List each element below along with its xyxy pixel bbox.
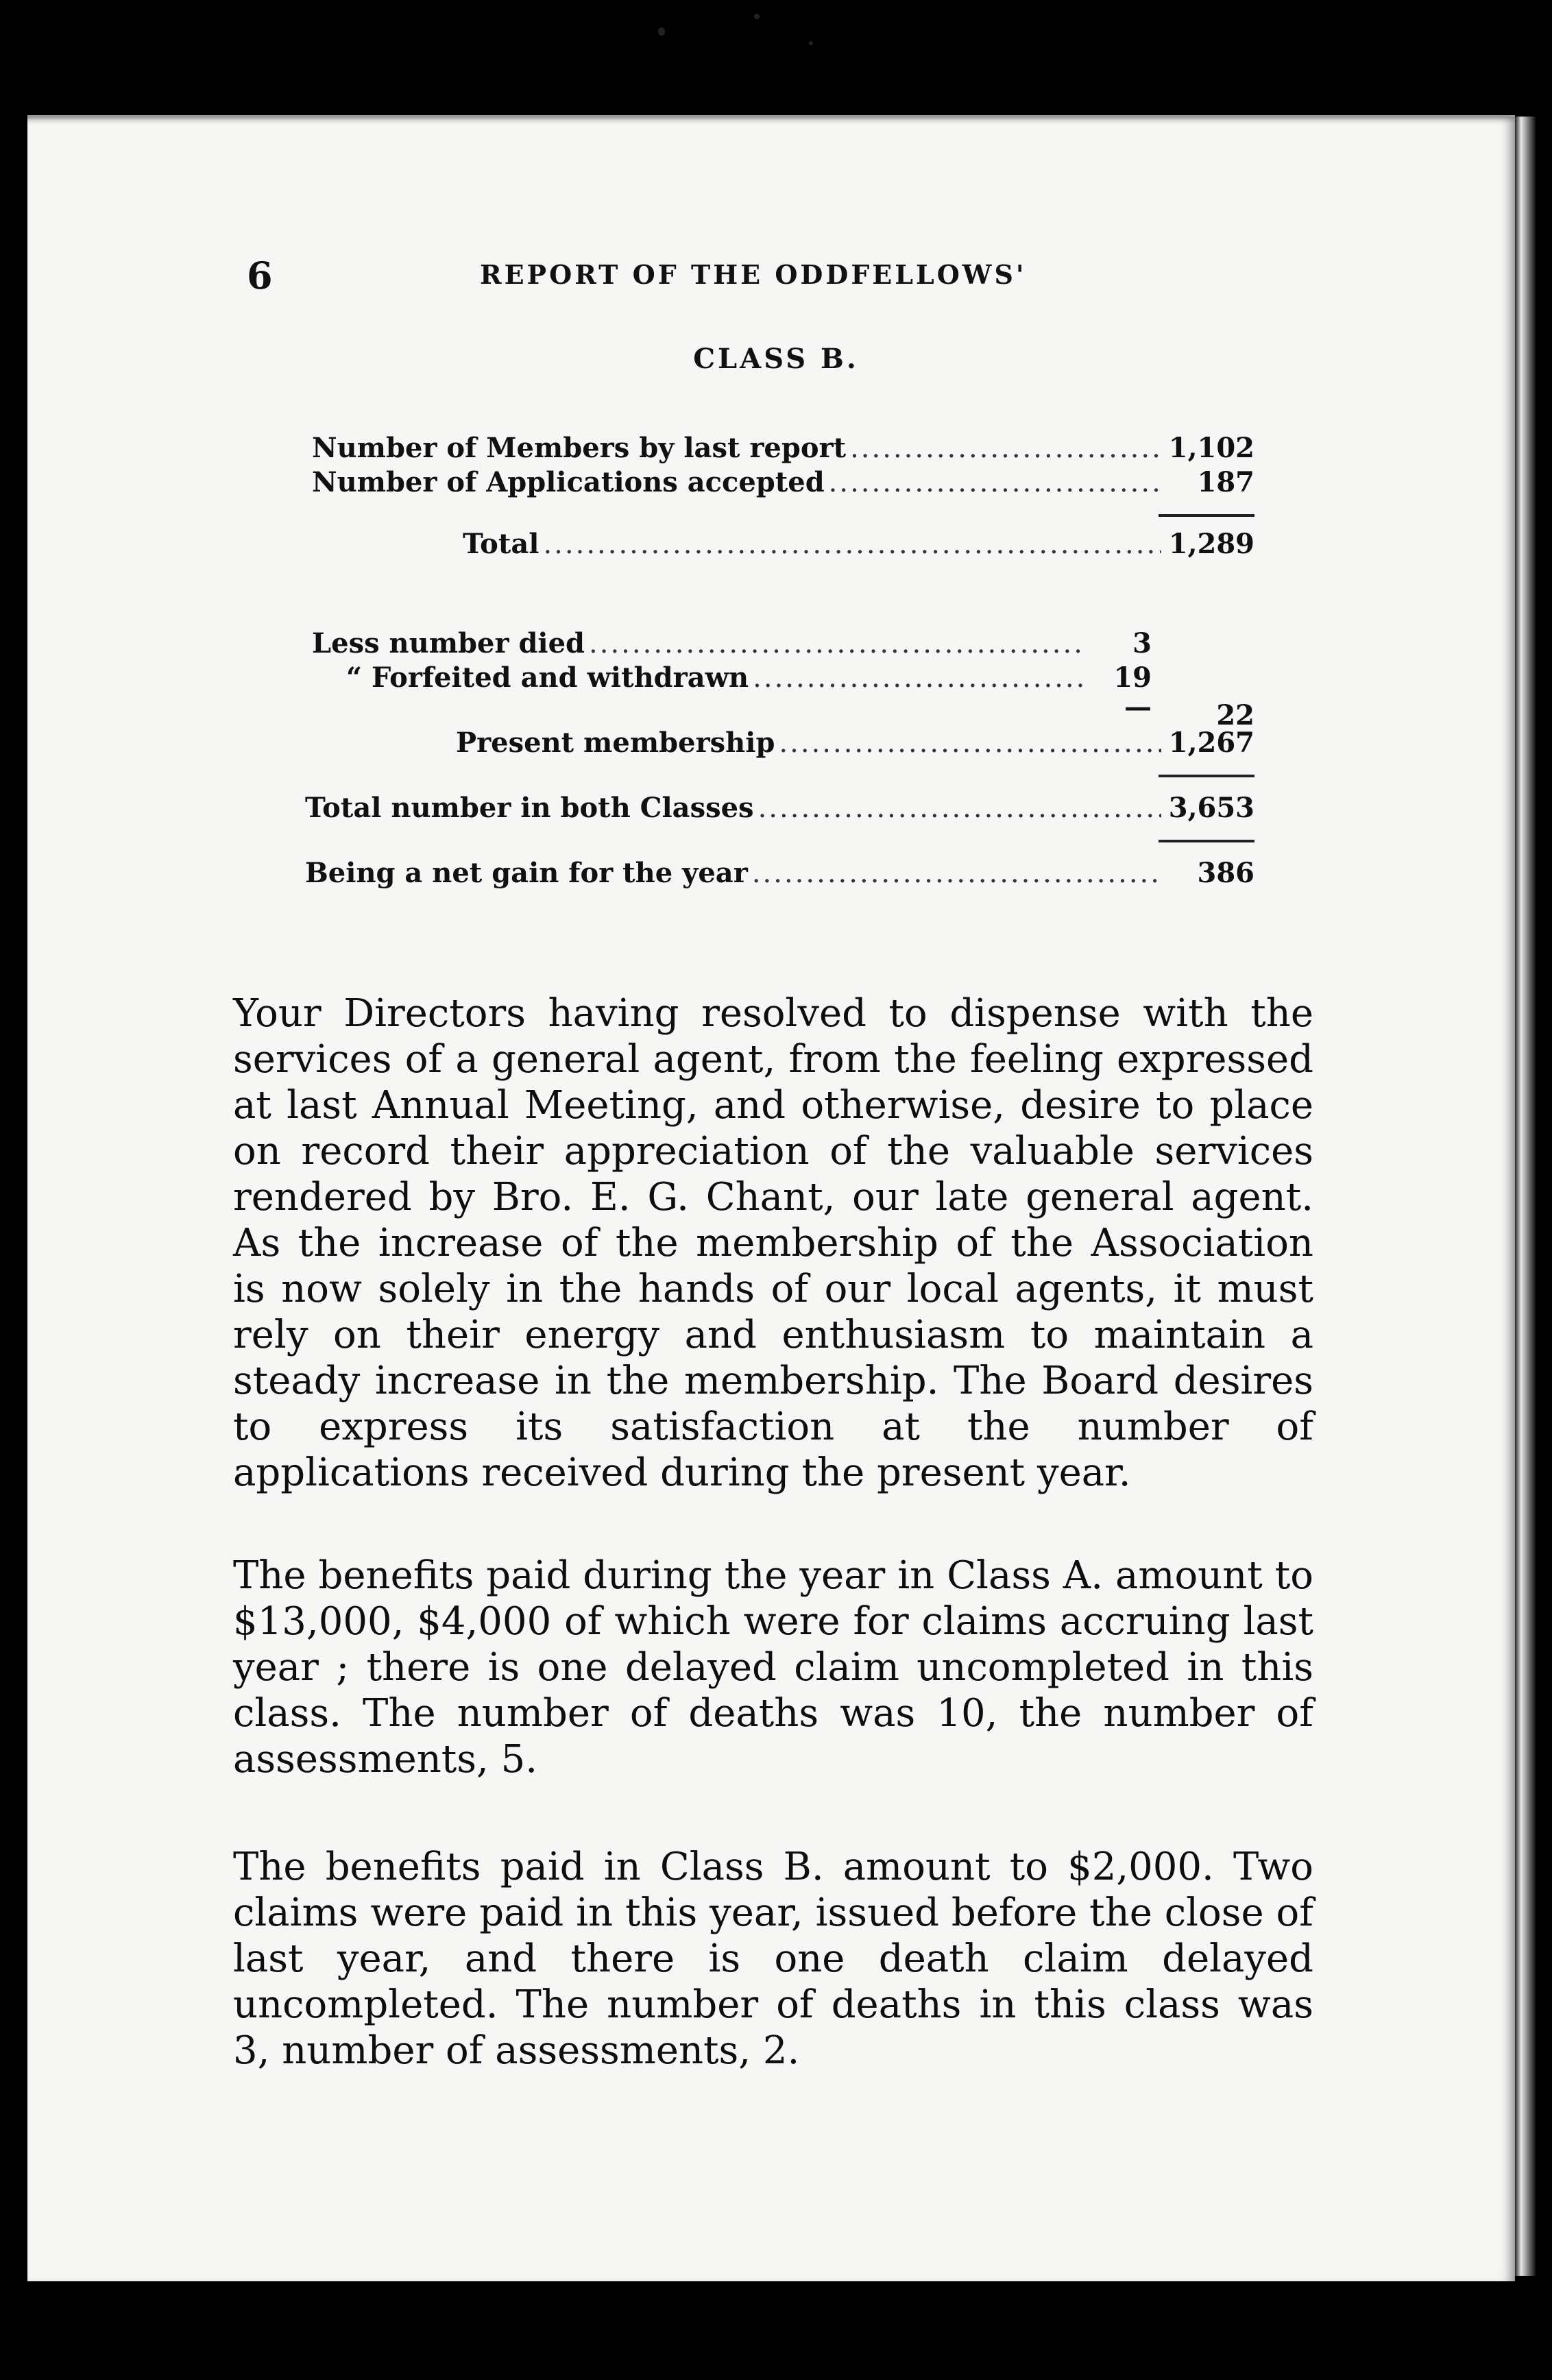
row-label: Number of Applications accepted bbox=[312, 466, 825, 498]
leader-dots bbox=[543, 529, 1161, 560]
scan-speck bbox=[658, 27, 665, 36]
row-label: Being a net gain for the year bbox=[305, 857, 748, 889]
sum-rule bbox=[1159, 840, 1254, 842]
page-edge bbox=[1515, 117, 1536, 2276]
subtotal-dash: — bbox=[1124, 691, 1152, 723]
row-value: 1,102 bbox=[1168, 432, 1254, 464]
row-label: Number of Members by last report bbox=[312, 432, 847, 464]
row-value: 1,289 bbox=[1168, 528, 1254, 560]
class-title: CLASS B. bbox=[693, 343, 859, 375]
scan-speck bbox=[809, 41, 813, 45]
row-value: 3 bbox=[1132, 627, 1152, 659]
leader-dots bbox=[753, 662, 1086, 694]
table-row bbox=[346, 661, 1090, 694]
leader-dots bbox=[779, 727, 1161, 759]
row-value: 386 bbox=[1197, 857, 1254, 889]
row-value: 19 bbox=[1113, 661, 1152, 694]
scan-background bbox=[27, 2281, 1536, 2380]
row-label: Present membership bbox=[456, 727, 775, 759]
row-label: Total bbox=[463, 528, 539, 560]
row-value: 22 bbox=[1216, 699, 1254, 731]
paragraph-class-a-benefits: The benefits paid during the year in Class A. amount to $13,000, $4,000 of which were for claims accruing last year ; there is one delayed claim uncompleted in this class. The number of deaths was 10, the number of assessments, 5. bbox=[233, 1553, 1313, 1782]
table-row bbox=[312, 627, 1090, 659]
paragraph-directors: Your Directors having resolved to dispense with the services of a general agent, from the feeling expressed at last Annual Meeting, and otherwise, desire to place on record their appreciation of the valuable services rendered by Bro. E. G. Chant, our late general agent. As the increase of the membership of the Association is now solely in the hands of our local agents, it must rely on their energy and enthusiasm to maintain a steady increase in the membership. The Board desires to express its satisfaction at the number of applications received during the present year. bbox=[233, 991, 1313, 1495]
table-row bbox=[305, 792, 1165, 824]
row-label: Less number died bbox=[312, 627, 585, 659]
table-row bbox=[312, 432, 1165, 464]
leader-dots bbox=[758, 792, 1161, 824]
row-value: 187 bbox=[1197, 466, 1254, 498]
table-row bbox=[463, 528, 1165, 560]
sum-rule bbox=[1159, 514, 1254, 517]
page-header bbox=[247, 254, 1248, 298]
scan-speck bbox=[754, 14, 760, 19]
row-value: 3,653 bbox=[1168, 792, 1254, 824]
paragraph-class-b-benefits: The benefits paid in Class B. amount to $2,000. Two claims were paid in this year, issued before the close of last year, and there is one death claim delayed uncompleted. The number of deaths in this class was 3, number of assessments, 2. bbox=[233, 1845, 1313, 2073]
leader-dots bbox=[850, 433, 1161, 464]
page-number: 6 bbox=[247, 254, 273, 298]
table-row bbox=[456, 727, 1165, 759]
leader-dots bbox=[829, 467, 1161, 498]
running-title: REPORT OF THE ODDFELLOWS' bbox=[480, 259, 1027, 290]
leader-dots bbox=[589, 628, 1086, 659]
row-label: Total number in both Classes bbox=[305, 792, 754, 824]
table-row bbox=[312, 466, 1165, 498]
sum-rule bbox=[1159, 775, 1254, 777]
leader-dots bbox=[752, 858, 1161, 889]
table-row bbox=[305, 857, 1165, 889]
row-label: “ Forfeited and withdrawn bbox=[346, 661, 749, 694]
row-value: 1,267 bbox=[1168, 727, 1254, 759]
